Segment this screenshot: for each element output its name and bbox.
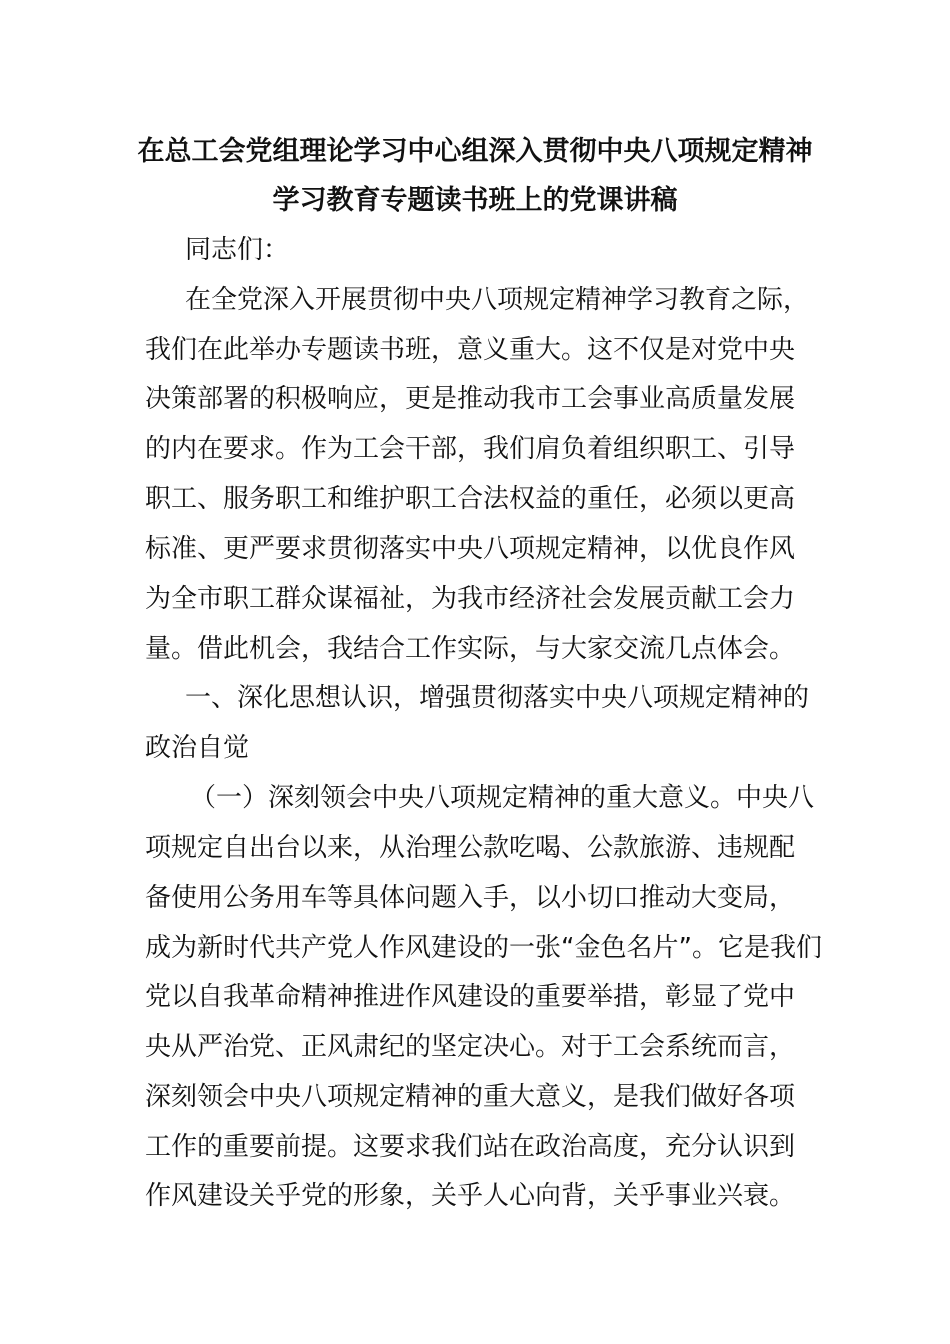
paragraph-line: 职工、服务职工和维护职工合法权益的重任，必须以更高 <box>145 484 796 514</box>
paragraph-line: 工作的重要前提。这要求我们站在政治高度，充分认识到 <box>145 1132 796 1162</box>
paragraph-line: 党以自我革命精神推进作风建设的重要举措，彰显了党中 <box>145 982 796 1012</box>
paragraph-line: 备使用公务用车等具体问题入手，以小切口推动大变局， <box>145 883 796 913</box>
paragraph-line: 我们在此举办专题读书班，意义重大。这不仅是对党中央 <box>145 335 796 365</box>
paragraph-line: 项规定自出台以来，从治理公款吃喝、公款旅游、违规配 <box>145 833 796 863</box>
paragraph-line: 成为新时代共产党人作风建设的一张“金色名片”。它是我们 <box>145 933 822 963</box>
section-heading-line: 一、深化思想认识，增强贯彻落实中央八项规定精神的 <box>185 683 810 713</box>
document-title-line-2: 学习教育专题读书班上的党课讲稿 <box>272 185 678 216</box>
paragraph-line: 为全市职工群众谋福祉，为我市经济社会发展贡献工会力 <box>145 584 796 614</box>
paragraph-line: 量。借此机会，我结合工作实际，与大家交流几点体会。 <box>145 634 796 664</box>
paragraph-line: 深刻领会中央八项规定精神的重大意义，是我们做好各项 <box>145 1082 796 1112</box>
paragraph-line: 在全党深入开展贯彻中央八项规定精神学习教育之际， <box>185 285 810 315</box>
paragraph-line: 的内在要求。作为工会干部，我们肩负着组织职工、引导 <box>145 434 796 464</box>
section-heading-line: 政治自觉 <box>145 733 250 763</box>
paragraph-line: 标准、更严要求贯彻落实中央八项规定精神，以优良作风 <box>145 534 796 564</box>
paragraph-line: 作风建设关乎党的形象，关乎人心向背，关乎事业兴衰。 <box>145 1181 796 1211</box>
document-title-line-1: 在总工会党组理论学习中心组深入贯彻中央八项规定精神 <box>137 136 813 167</box>
paragraph-line: （一）深刻领会中央八项规定精神的重大意义。中央八 <box>190 783 815 813</box>
paragraph-line: 央从严治党、正风肃纪的坚定决心。对于工会系统而言， <box>145 1032 796 1062</box>
salutation: 同志们： <box>185 235 290 265</box>
paragraph-line: 决策部署的积极响应，更是推动我市工会事业高质量发展 <box>145 384 796 414</box>
